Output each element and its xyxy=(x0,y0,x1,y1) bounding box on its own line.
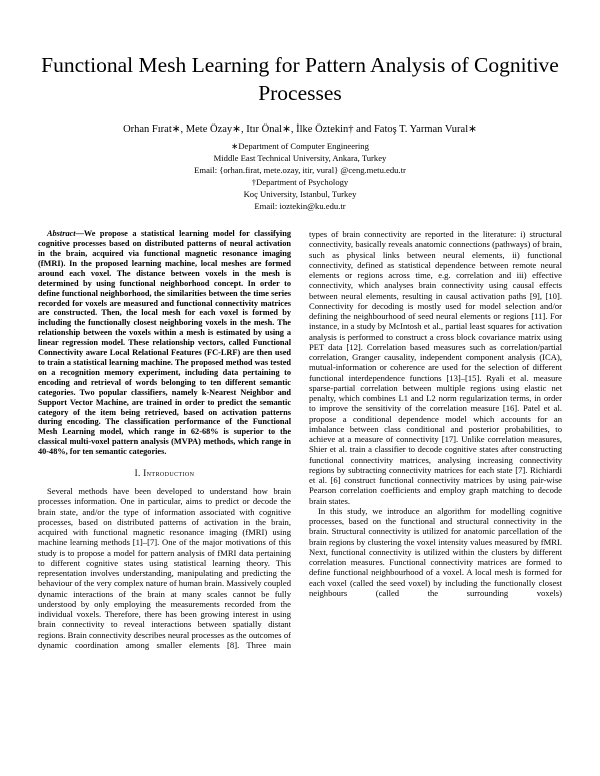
affiliation-block xyxy=(38,140,562,212)
two-column-body xyxy=(38,229,562,650)
authors-line: Orhan Fırat∗, Mete Özay∗, Itır Önal∗, İlke Öztekin† and Fatoş T. Yarman Vural∗ xyxy=(123,124,477,136)
affiliation-line-university-2: Koç University, Istanbul, Turkey xyxy=(243,189,357,200)
left-column xyxy=(38,229,291,650)
abstract-text: We propose a statistical learning model for classifying cognitive processes based on distributed patterns of neural activation in the brain, acquired via functional magnetic resonance imaging (fMRI). In the proposed learning machine, local meshes are formed around each voxel. The distance between voxels in the mesh is determined by using functional neighborhood concept. In order to define functional neighborhood, the similarities between the time series recorded for voxels are measured and functional connectivity matrices are constructed. Then, the local mesh for each voxel is formed by including the functionally closest neighboring voxels in the mesh. The relationship between the voxels within a mesh is estimated by using a linear regression model. These relationship vectors, called Functional Connectivity aware Local Relational Features (FC-LRF) are then used to train a statistical learning machine. The proposed method was tested on a recognition memory experiment, including data pertaining to encoding and retrieval of words belonging to ten different semantic categories. Two popular classifiers, namely k-Nearest Neighbor and Support Vector Machine, are trained in order to predict the semantic category of the item being retrieved, based on activation patterns during encoding. The classification performance of the Functional Mesh Learning model, which range in 62-68% is superior to the classical multi-voxel pattern analysis (MVPA) methods, which range in 40-48%, for ten semantic categories. xyxy=(38,229,291,457)
intro-paragraph-1-continued: types of brain connectivity are reported in the literature: i) structural connectivity, basically reveals anatomic connections (pathways) of brain, such as physical links between neural elements, ii) functional connectivity, defined as statistical dependence between remote neural elements or regions across time, e.g. correlation and iii) effective connectivity, which analyses brain connectivity using causal effects between neural elements, resulting in causal activation paths [9], [10]. Connectivity for decoding is mostly used for model selection and/or defining the neighbourhood of seed neural elements or regions [11]. For instance, in a study by McIntosh et al., partial least squares for activation analysis is performed to construct a cross block covariance matrix using PET data [12]. Correlation based measures such as correlation/partial correlation, Granger causality, independent component analysis (ICA), mutual-information or coherence are used for the selection of different functional interdependence functions [13]–[15]. Ryali et al. measure sparse-partial correlation between multiple regions using elastic net penalty, which combines L1 and L2 norm regularization terms, in order to improve the sensitivity of the correlation measure [16]. Patel et al. propose a conditional dependence model which accounts for an imbalance between class conditional and posterior probabilities, to achieve at a measure of connectivity [17]. Unlike correlation measures, Shier et al. train a classifier to decode cognitive states after constructing functional connectivity matrices, analysing increasing connectivity regions by subtracting connectivity matrices for each state [7]. Richiardi et al. [6] construct functional connectivity matrices by using pair-wise Pearson correlation coefficients and employ graph matching to decode brain states. xyxy=(309,229,562,506)
affiliation-line-email-1: Email: {orhan.firat, mete.ozay, itir, vural} @ceng.metu.edu.tr xyxy=(194,165,406,176)
abstract-label: Abstract— xyxy=(47,229,84,239)
section-heading-introduction: I. Introduction xyxy=(134,468,195,479)
abstract-paragraph xyxy=(38,229,291,457)
right-column xyxy=(309,229,562,650)
paper-title: Functional Mesh Learning for Pattern Analysis of Cognitive Processes xyxy=(41,53,559,105)
intro-paragraph-1: Several methods have been developed to understand how brain processes information. One in particular, aims to predict or decode the brain state, and/or the type of information associated with cognitive processes, based on distributed patterns of activation in the brain, acquired with functional magnetic resonance imaging (fMRI) using machine learning methods [1]–[7]. One of the major motivations of this study is to propose a model for pattern analysis of fMRI data pertaining to different cognitive states using statistical learning theory. This representation involves understanding, manipulating and predicting the behaviour of the very complex nature of human brain. Massively coupled dynamic interactions of the brain at many scales cannot be fully understood by only employing the measurements recorded from the individual voxels. Therefore, there has been growing interest in using brain connectivity to reveal interactions between spatially distant regions. Brain connectivity describes neural processes as the outcomes of dynamic coordination among smaller elements [8]. Three main xyxy=(38,486,291,650)
affiliation-line-department-2: †Department of Psychology xyxy=(251,177,349,188)
intro-paragraph-2: In this study, we introduce an algorithm for modelling cognitive processes, based on the functional and structural connectivity in the brain. Structural connectivity is utilized for anatomic parcellation of the brain regions by clustering the voxel intensity values measured by fMRI. Next, functional connectivity is utilized within the clusters by different correlation measures. Functional connectivity matrices are formed to define functional neighbourhood of a voxel. A local mesh is formed for each voxel (called the seed voxel) by including the functionally closest neighbours (called the surrounding voxels) xyxy=(309,505,562,598)
affiliation-line-department-1: ∗Department of Computer Engineering xyxy=(231,141,369,152)
affiliation-line-university-1: Middle East Technical University, Ankara, Turkey xyxy=(213,153,387,164)
affiliation-line-email-2: Email: ioztekin@ku.edu.tr xyxy=(254,201,346,212)
